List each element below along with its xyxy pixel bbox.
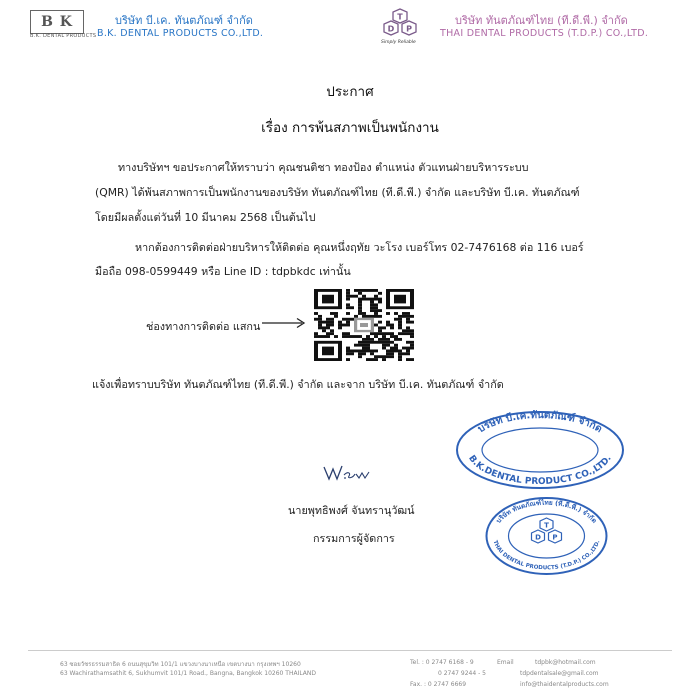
footer-email-2[interactable]: tdpdentalsale@gmail.com	[520, 670, 599, 677]
footer-tel-2: 0 2747 9244 - 5	[438, 670, 486, 677]
footer-email-label: Email	[497, 659, 514, 666]
paragraph1-line3: โดยมีผลตั้งแต่วันที่ 10 มีนาคม 2568 เป็นต้นไป	[95, 211, 316, 224]
bk-name-thai: บริษัท บี.เค. ทันตภัณฑ์ จำกัด	[115, 14, 253, 27]
qr-label: ช่องทางการติดต่อ แสกน	[146, 320, 261, 333]
paragraph2-line1: หากต้องการติดต่อฝ่ายบริหารให้ติดต่อ คุณหนึ่งฤทัย วะโรง เบอร์โทร 02-7476168 ต่อ 116 เบอร์	[135, 241, 584, 254]
footer-email-3[interactable]: info@thaidentalproducts.com	[520, 681, 609, 688]
footer-tel: Tel. : 0 2747 6168 - 9	[410, 659, 474, 666]
bk-stamp-bottom-text: B.K.DENTAL PRODUCT CO.,LTD.	[466, 453, 614, 488]
bk-company-stamp	[455, 410, 625, 490]
bk-logo: B K	[30, 10, 84, 34]
bk-stamp-top-text: บริษัท บี.เค.ทันตภัณฑ์ จำกัด	[476, 410, 604, 436]
bk-logo-subtitle: B.K. DENTAL PRODUCTS	[30, 33, 97, 39]
announcement-heading: ประกาศ	[326, 84, 374, 100]
signatory-title: กรรมการผู้จัดการ	[313, 532, 395, 545]
footer-address-thai: 63 ซอยวัชรธรรมสาธิต 6 ถนนสุขุมวิท 101/1 แขวงบางนาเหนือ เขตบางนา กรุงเทพฯ 10260	[60, 661, 301, 668]
tdp-logo-letter-d: D	[387, 24, 395, 34]
tdp-logo-letter-p: P	[406, 24, 412, 34]
tdp-stamp-letter-d: D	[535, 533, 541, 542]
footer-divider	[28, 650, 672, 651]
tdp-logo-letter-t: T	[397, 12, 403, 22]
bk-name-english: B.K. DENTAL PRODUCTS CO.,LTD.	[97, 28, 264, 39]
tdp-stamp-letter-t: T	[544, 521, 549, 530]
paragraph2-line2: มือถือ 098-0599449 หรือ Line ID : tdpbkdc เท่านั้น	[95, 265, 351, 278]
tdp-slogan: Simply Reliable	[381, 40, 416, 45]
tdp-stamp-top-text: บริษัท ทันตภัณฑ์ไทย (ที.ดี.พี.) จำกัด	[494, 498, 599, 525]
announcement-subject: เรื่อง การพ้นสภาพเป็นพนักงาน	[261, 120, 439, 136]
footer-fax: Fax. : 0 2747 6669	[410, 681, 467, 688]
tdp-name-english: THAI DENTAL PRODUCTS (T.D.P.) CO.,LTD.	[440, 28, 649, 39]
tdp-stamp-letter-p: P	[552, 533, 558, 542]
arrow-right-icon	[262, 317, 310, 329]
tdp-company-stamp	[484, 496, 609, 576]
signatory-name: นายพุทธิพงศ์ จันทรานุวัฒน์	[288, 504, 415, 517]
footer-address-english: 63 Wachirathamsathit 6, Sukhumvit 101/1 Road., Bangna, Bangkok 10260 THAILAND	[60, 670, 317, 677]
tdp-stamp-bottom-text: THAI DENTAL PRODUCTS (T.D.P.) CO.,LTD.	[491, 539, 602, 572]
paragraph1-line2: (QMR) ได้พ้นสภาพการเป็นพนักงานของบริษัท ทันตภัณฑ์ไทย (ที.ดี.พี.) จำกัด และบริษัท บี.เค. ทันตภัณฑ์	[95, 186, 580, 199]
closing-line: แจ้งเพื่อทราบบริษัท ทันตภัณฑ์ไทย (ที.ดี.พี.) จำกัด และจาก บริษัท บี.เค. ทันตภัณฑ์ จำกัด	[92, 378, 504, 391]
paragraph1-line1: ทางบริษัทฯ ขอประกาศให้ทราบว่า คุณชนติชา ทองป้อง ตำแหน่ง ตัวแทนฝ่ายบริหารระบบ	[118, 161, 529, 174]
line-qr-code[interactable]	[314, 289, 414, 361]
tdp-name-thai: บริษัท ทันตภัณฑ์ไทย (ที.ดี.พี.) จำกัด	[455, 14, 628, 27]
signature	[322, 461, 372, 483]
tdp-logo	[380, 8, 420, 38]
footer-email-1[interactable]: tdpbk@hotmail.com	[535, 659, 596, 666]
